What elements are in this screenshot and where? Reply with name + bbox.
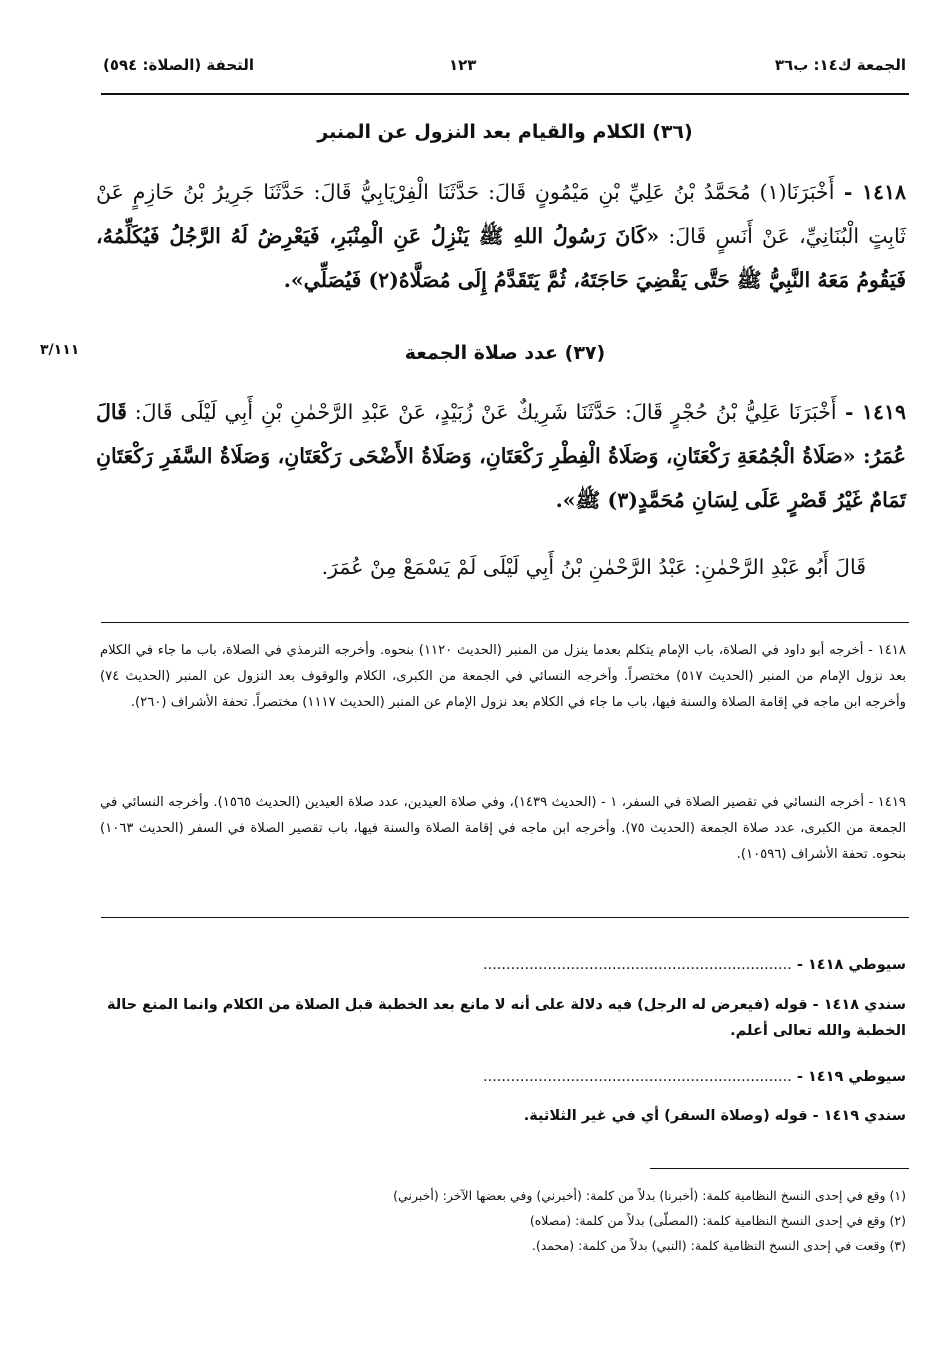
suyuti-1419-label: سيوطي ١٤١٩ - bbox=[796, 1069, 906, 1085]
footnote-1: (١) وقع في إحدى النسخ النظامية كلمة: (أخبرنا) بدلاً من كلمة: (أخبرني) وفي بعضها الآخر: (أخبرني) bbox=[393, 1188, 906, 1203]
notes-rule bbox=[101, 622, 909, 623]
dotted-leader: ................................................................... bbox=[482, 1069, 792, 1085]
hadith-matn: «كَانَ رَسُولُ اللهِ ﷺ يَنْزِلُ عَنِ الْمِنْبَرِ، فَيَعْرِضُ لَهُ الرَّجُلُ فَيُكَلِّمُهُ، فَيَقُومُ مَعَهُ النَّبِيُّ ﷺ حَتَّى يَقْضِيَ حَاجَتَهُ، ثُمَّ يَتَقَدَّمُ إِلَى مُصَلَّاهُ(٢) فَيُصَلِّي». bbox=[96, 224, 906, 292]
takhrij-note-1418: ١٤١٨ - أخرجه أبو داود في الصلاة، باب الإمام يتكلم بعدما ينزل من المنبر (الحديث ١١٢٠) بنحوه. وأخرجه الترمذي في الصلاة، باب ما جاء في الكلام بعد نزول الإمام من المنبر (الحديث ٥١٧) مختصراً. وأخرجه النسائي في الجمعة من الكبرى، الكلام والوقوف بعد النزول عن المنبر (الحديث ٧٤) وأخرجه ابن ماجه في إقامة الصلاة والسنة فيها، باب ما جاء في الكلام بعد نزول الإمام عن المنبر (الحديث ١١١٧) مختصراً. تحفة الأشراف (٢٦٠). bbox=[100, 643, 906, 710]
header-chapter-ref: الجمعة ك١٤: ب٣٦ bbox=[774, 56, 906, 74]
hadith-1418 bbox=[96, 170, 906, 302]
page-number: ١٢٣ bbox=[449, 56, 477, 74]
hadith-isnad: أَخْبَرَنَا عَلِيُّ بْنُ حُجْرٍ قَالَ: حَدَّثَنَا شَرِيكٌ عَنْ زُبَيْدٍ، عَنْ عَبْدِ الرَّحْمٰنِ بْنِ أَبِي لَيْلَى قَالَ: bbox=[126, 400, 837, 424]
takhrij-note-1419: ١٤١٩ - أخرجه النسائي في تقصير الصلاة في السفر، ١ - (الحديث ١٤٣٩)، وفي صلاة العيدين، عدد صلاة العيدين (الحديث ١٥٦٥). وأخرجه النسائي في الجمعة من الكبرى، عدد صلاة الجمعة (الحديث ٧٥). وأخرجه ابن ماجه في إقامة الصلاة والسنة فيها، باب تقصير الصلاة في السفر (الحديث ١٠٦٣) بنحوه. تحفة الأشراف (١٠٥٩٦). bbox=[100, 795, 907, 862]
sindi-1419: سندي ١٤١٩ - قوله (وصلاة السفر) أي في غير الثلاثية. bbox=[523, 1108, 906, 1124]
suyuti-1418-label: سيوطي ١٤١٨ - bbox=[796, 957, 906, 973]
sindi-1418: سندي ١٤١٨ - قوله (فيعرض له الرجل) فيه دلالة على أنه لا مانع بعد الخطبة قبل الصلاة من الكلام وانما المنع حالة الخطبة والله تعالى أعلم. bbox=[106, 997, 906, 1039]
footnote-rule bbox=[650, 1168, 909, 1169]
suyuti-1418-row bbox=[100, 952, 906, 978]
dotted-leader: ................................................................... bbox=[482, 957, 792, 973]
nasai-comment: قَالَ أَبُو عَبْدِ الرَّحْمٰنِ: عَبْدُ الرَّحْمٰنِ بْنُ أَبِي لَيْلَى لَمْ يَسْمَعْ مِنْ عُمَرَ. bbox=[321, 555, 866, 579]
section-title-37: (٣٧) عدد صلاة الجمعة bbox=[404, 342, 606, 364]
hadith-1419 bbox=[96, 390, 906, 522]
hadith-number: ١٤١٨ - bbox=[834, 180, 906, 204]
section-title-36: (٣٦) الكلام والقيام بعد النزول عن المنبر bbox=[317, 121, 693, 143]
header-tuhfa-ref: التحفة (الصلاة: ٥٩٤) bbox=[103, 56, 255, 74]
hadith-matn: قَالَ عُمَرُ: «صَلَاةُ الْجُمُعَةِ رَكْعَتَانِ، وَصَلَاةُ الْفِطْرِ رَكْعَتَانِ، وَصَلَاةُ الأَضْحَى رَكْعَتَانِ، وَصَلَاةُ السَّفَرِ رَكْعَتَانِ تَمَامٌ غَيْرُ قَصْرٍ عَلَى لِسَانِ مُحَمَّدٍ(٣) ﷺ». bbox=[96, 400, 906, 512]
hadith-isnad: أَخْبَرَنَا(١) مُحَمَّدُ بْنُ عَلِيِّ بْنِ مَيْمُونٍ قَالَ: حَدَّثَنَا الْفِرْيَابِيُّ قَالَ: حَدَّثَنَا جَرِيرُ بْنُ حَازِمٍ عَنْ ثَابِتٍ الْبُنَانِيِّ، عَنْ أَنَسٍ قَالَ: bbox=[96, 180, 907, 248]
commentary-rule bbox=[101, 917, 909, 918]
margin-volume-page-ref: ٣/١١١ bbox=[40, 342, 80, 358]
footnote-2: (٢) وقع في إحدى النسخ النظامية كلمة: (المصلّى) بدلاً من كلمة: (مصلاه) bbox=[529, 1213, 906, 1228]
header-rule bbox=[101, 93, 909, 95]
footnote-3: (٣) وقعت في إحدى النسخ النظامية كلمة: (النبي) بدلاً من كلمة: (محمد). bbox=[531, 1238, 906, 1253]
hadith-number: ١٤١٩ - bbox=[836, 400, 906, 424]
suyuti-1419-row bbox=[100, 1064, 906, 1090]
